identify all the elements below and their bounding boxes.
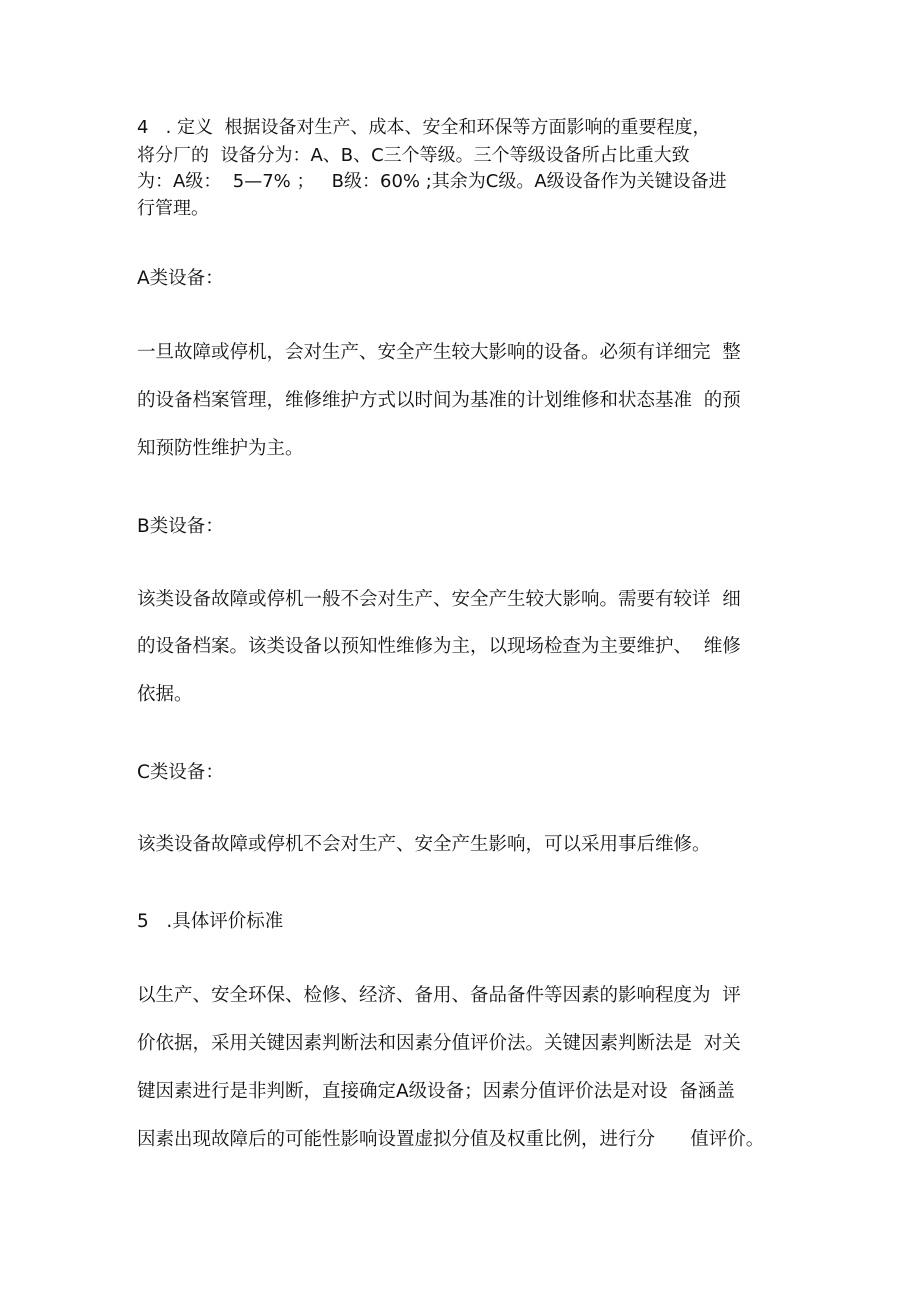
class-b-line-3: 依据。 <box>137 684 193 705</box>
class-c-line-1: 该类设备故障或停机不会对生产、安全产生影响，可以采用事后维修。 <box>137 834 711 855</box>
class-a-heading: A类设备： <box>137 268 224 289</box>
class-b-line-2: 的设备档案。该类设备以预知性维修为主，以现场检查为主要维护、 维修 <box>137 636 741 657</box>
criteria-line-1: 以生产、安全环保、检修、经济、备用、备品备件等因素的影响程度为 评 <box>137 985 741 1006</box>
definition-line-2: 将分厂的 设备分为：A、B、C三个等级。三个等级设备所占比重大致 <box>137 145 690 166</box>
criteria-line-4: 因素出现故障后的可能性影响设置虚拟分值及权重比例，进行分 值评价。 <box>137 1129 765 1150</box>
class-c-heading: C类设备： <box>137 762 224 783</box>
definition-line-4: 行管理。 <box>137 198 209 219</box>
criteria-line-3: 键因素进行是非判断，直接确定A级设备；因素分值评价法是对设 备涵盖 <box>137 1081 735 1102</box>
class-a-line-2: 的设备档案管理，维修维护方式以时间为基准的计划维修和状态基准 的预 <box>137 390 741 411</box>
definition-line-1: 4 . 定义 根据设备对生产、成本、安全和环保等方面影响的重要程度， <box>137 117 711 138</box>
criteria-line-2: 价依据，采用关键因素判断法和因素分值评价法。关键因素判断法是 对关 <box>137 1033 741 1054</box>
class-b-heading: B类设备： <box>137 516 224 537</box>
class-a-line-3: 知预防性维护为主。 <box>137 438 304 459</box>
definition-line-3: 为：A级： 5—7% ； B级：60% ;其余为C级。A级设备作为关键设备进 <box>137 171 727 192</box>
criteria-heading: 5 .具体评价标准 <box>137 911 284 932</box>
class-a-line-1: 一旦故障或停机，会对生产、安全产生较大影响的设备。必须有详细完 整 <box>137 342 741 363</box>
class-b-line-1: 该类设备故障或停机一般不会对生产、安全产生较大影响。需要有较详 细 <box>137 589 741 610</box>
